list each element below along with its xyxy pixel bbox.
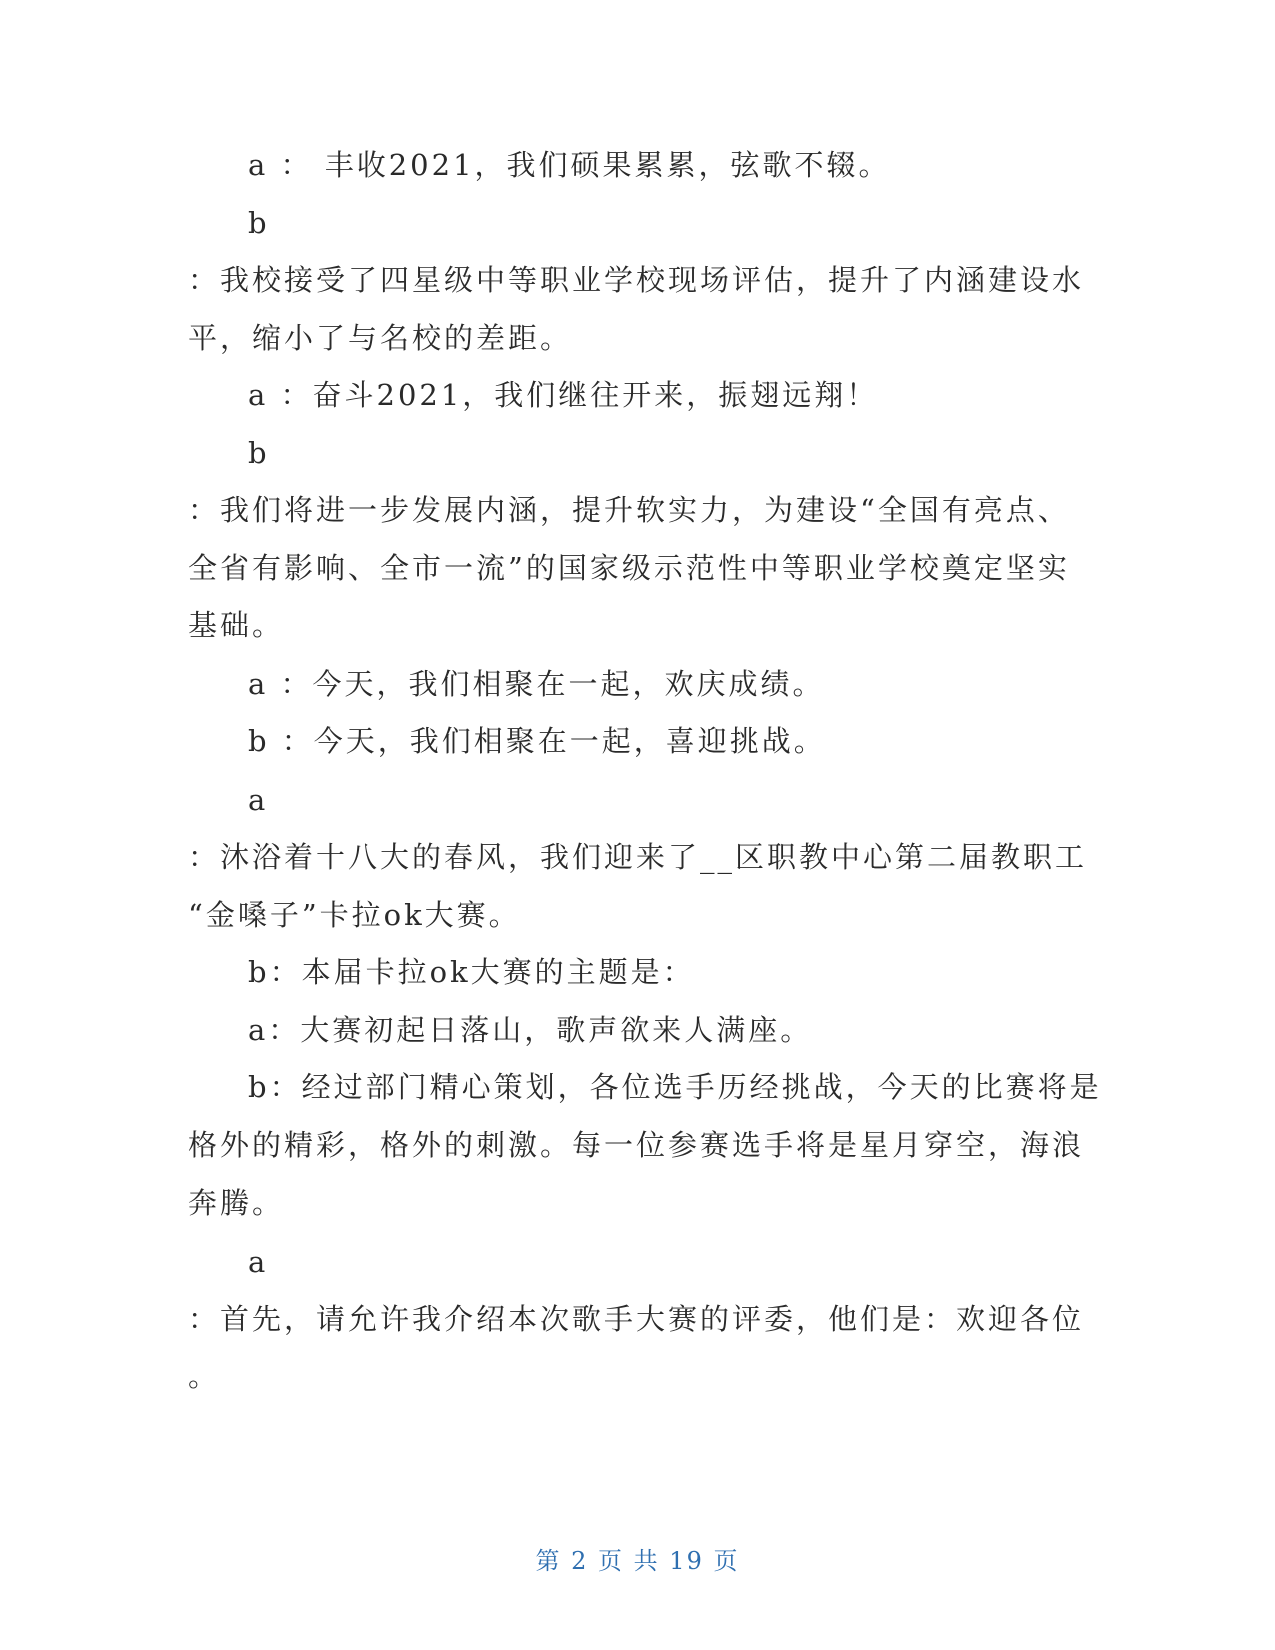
text-line: a ：今天，我们相聚在一起，欢庆成绩。 (248, 667, 825, 701)
text-line: 格外的精彩，格外的刺激。每一位参赛选手将是星月穿空，海浪 (188, 1128, 1085, 1162)
text-line: b：本届卡拉ok大赛的主题是： (248, 955, 695, 989)
text-line: ：我们将进一步发展内涵，提升软实力，为建设“全国有亮点、 (188, 493, 1070, 527)
text-line: a：大赛初起日落山，歌声欲来人满座。 (248, 1013, 813, 1047)
text-line: 。 (188, 1359, 221, 1393)
text-line: b (248, 206, 270, 240)
text-line: 全省有影响、全市一流”的国家级示范性中等职业学校奠定坚实 (188, 551, 1070, 585)
text-line: a ：奋斗2021，我们继往开来，振翅远翔！ (248, 378, 879, 412)
text-line: 基础。 (188, 608, 285, 642)
page-number-footer: 第 2 页 共 19 页 (535, 1547, 740, 1575)
text-line: ：首先，请允许我介绍本次歌手大赛的评委，他们是：欢迎各位 (188, 1302, 1085, 1336)
text-line: b ：今天，我们相聚在一起，喜迎挑战。 (248, 724, 826, 758)
text-line: 奔腾。 (188, 1186, 285, 1220)
text-line: b：经过部门精心策划，各位选手历经挑战，今天的比赛将是 (248, 1070, 1102, 1104)
text-line: 平，缩小了与名校的差距。 (188, 321, 573, 355)
text-line: a (248, 783, 269, 817)
text-line: ：我校接受了四星级中等职业学校现场评估，提升了内涵建设水 (188, 263, 1085, 297)
text-line: b (248, 436, 270, 470)
text-line: ：沐浴着十八大的春风，我们迎来了__区职教中心第二届教职工 (188, 840, 1088, 874)
text-line: “金嗓子”卡拉ok大赛。 (188, 898, 521, 932)
text-line: a ： 丰收2021，我们硕果累累，弦歌不辍。 (248, 148, 891, 182)
text-line: a (248, 1245, 269, 1279)
